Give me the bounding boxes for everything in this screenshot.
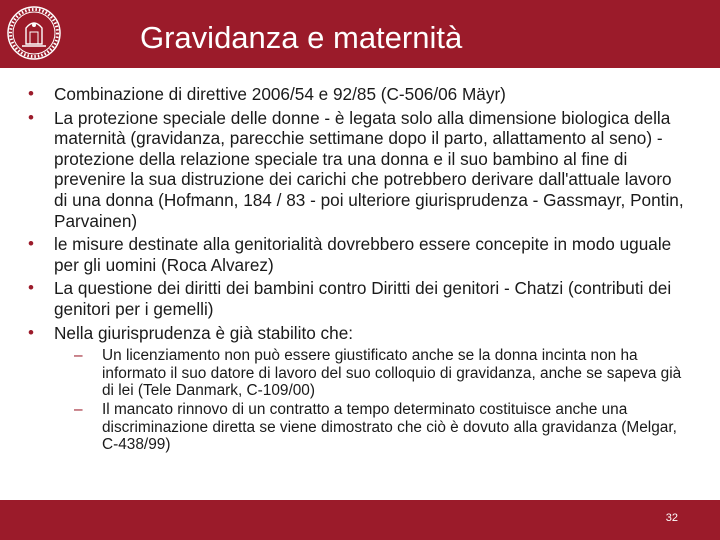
bullet-icon: • <box>28 278 34 298</box>
list-item <box>28 278 688 319</box>
sub-bullet-list <box>54 347 688 453</box>
bullet-icon: • <box>28 107 34 127</box>
page-number: 32 <box>665 512 678 524</box>
bullet-text: La questione dei diritti dei bambini contro Diritti dei genitori - Chatzi (contributi dei genitori per i gemelli) <box>54 278 672 319</box>
dash-icon: – <box>74 401 83 419</box>
sub-bullet-text: Un licenziamento non può essere giustificato anche se la donna incinta non ha informato il suo datore di lavoro del suo colloquio di gravidanza, anche se sapeva già di lei (Tele Danmark, C-109/00) <box>102 347 682 399</box>
university-seal-icon <box>6 4 62 62</box>
bullet-text: Nella giurisprudenza è già stabilito che: <box>54 322 354 343</box>
bullet-list <box>28 84 688 454</box>
bullet-icon: • <box>28 322 34 342</box>
bullet-icon: • <box>28 84 34 103</box>
sub-bullet-text: Il mancato rinnovo di un contratto a tempo determinato costituisce anche una discriminazione diretta se viene dimostrato che ciò è dovuto alla gravidanza (Melgar, C-438/99) <box>102 401 677 454</box>
sub-list-item <box>70 401 688 453</box>
bullet-icon: • <box>28 234 34 254</box>
dash-icon: – <box>74 347 83 365</box>
sub-list-item <box>70 347 688 399</box>
list-item <box>28 234 688 275</box>
bullet-text: le misure destinate alla genitorialità dovrebbero essere concepite in modo uguale per gli uomini (Roca Alvarez) <box>54 234 672 275</box>
slide-content <box>28 84 688 457</box>
page-title: Gravidanza e maternità <box>140 20 463 55</box>
bullet-text: Combinazione di direttive 2006/54 e 92/85 (C-506/06 Mäyr) <box>54 84 506 104</box>
list-item <box>28 323 688 454</box>
list-item <box>28 108 688 232</box>
list-item <box>28 84 688 105</box>
bullet-text: La protezione speciale delle donne - è legata solo alla dimensione biologica della maternità (gravidanza, parecchie settimane dopo il parto, allattamento al seno) - protezione della relazione speciale tra una donna e il suo bambino al fine di prevenire la sua distruzione dei carichi che potrebbero derivare dall'attuale lavoro di una donna (Hofmann, 184 / 83 - poi ulteriore giurisprudenza - Gassmayr, Pontin, Parvainen) <box>54 107 684 231</box>
footer-bar <box>0 500 720 540</box>
title-bar <box>0 0 720 68</box>
